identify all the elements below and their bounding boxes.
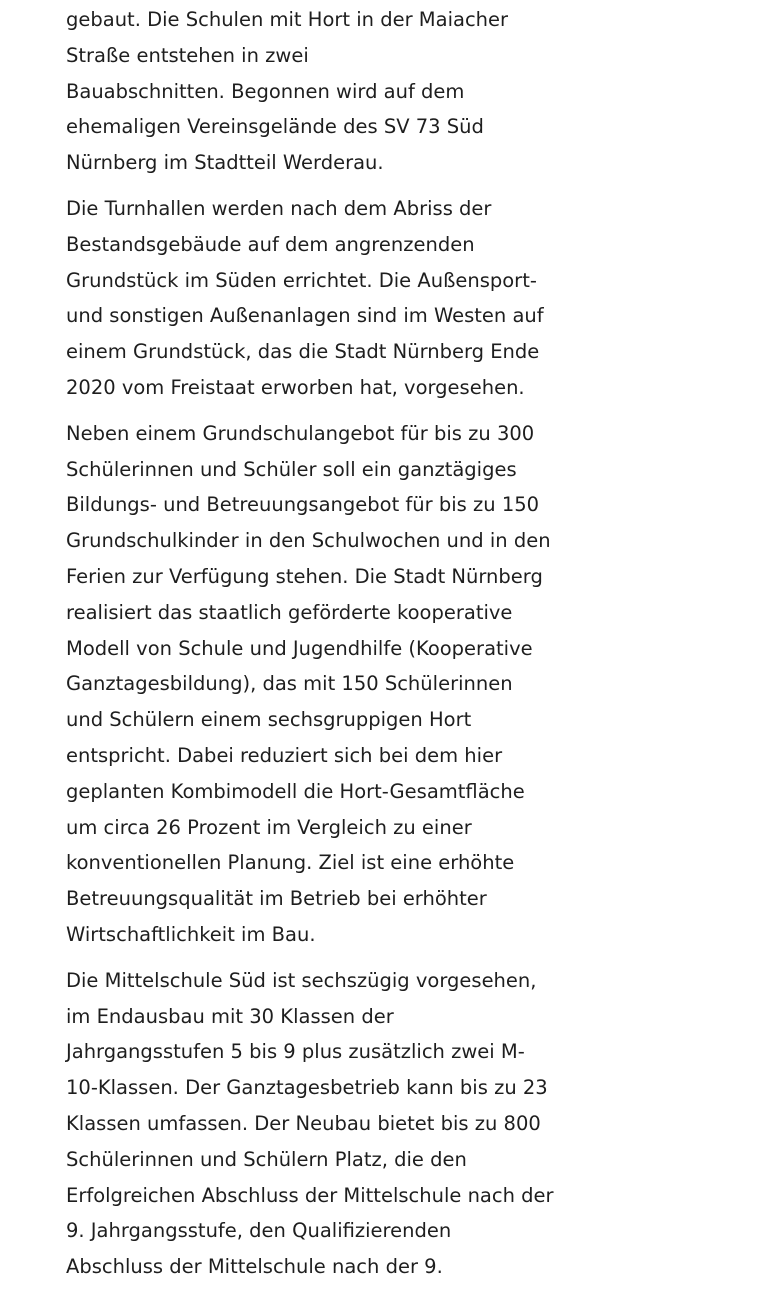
text-line: Die Mittelschule Süd ist sechszügig vorgesehen, — [66, 968, 537, 992]
text-line: gebaut. Die Schulen mit Hort in der Maiacher — [66, 8, 509, 31]
article-body — [66, 2, 576, 1295]
text-line: Wirtschaftlichkeit im Bau. — [66, 922, 316, 946]
paragraph — [66, 191, 576, 406]
text-line: 2020 vom Freistaat erworben hat, vorgesehen. — [66, 375, 525, 399]
text-line: Ferien zur Verfügung stehen. Die Stadt Nürnberg — [66, 564, 543, 588]
text-line: Ganztagesbildung), das mit 150 Schülerinnen — [66, 672, 513, 696]
text-line: Nürnberg im Stadtteil Werderau. — [66, 151, 384, 175]
text-line: Jahrgangsstufen 5 bis 9 plus zusätzlich zwei M- — [66, 1040, 525, 1064]
text-line: Modell von Schule und Jugendhilfe (Kooperative — [66, 636, 533, 660]
text-line: um circa 26 Prozent im Vergleich zu einer — [66, 815, 472, 839]
text-line: Die Turnhallen werden nach dem Abriss der — [66, 196, 492, 220]
text-line: ehemaligen Vereinsgelände des SV 73 Süd — [66, 115, 484, 139]
text-line: 10-Klassen. Der Ganztagesbetrieb kann bis zu 23 — [66, 1076, 548, 1100]
text-line: geplanten Kombimodell die Hort-Gesamtfläche — [66, 779, 525, 803]
text-line: Schülerinnen und Schülern Platz, die den — [66, 1147, 467, 1171]
text-line: 9. Jahrgangsstufe, den Qualifizierenden — [66, 1219, 452, 1243]
text-line: Bildungs- und Betreuungsangebot für bis zu 150 — [66, 493, 540, 517]
paragraph — [66, 416, 576, 953]
text-line: und Schülern einem sechsgruppigen Hort — [66, 708, 472, 732]
text-line: Abschluss der Mittelschule nach der 9. — [66, 1255, 443, 1279]
text-line: Grundstück im Süden errichtet. Die Außensport- — [66, 268, 537, 292]
text-line: Bauabschnitten. Begonnen wird auf dem — [66, 79, 465, 103]
text-line: Schülerinnen und Schüler soll ein ganztägiges — [66, 457, 517, 481]
text-line: konventionellen Planung. Ziel ist eine erhöhte — [66, 851, 515, 875]
text-line: im Endausbau mit 30 Klassen der — [66, 1004, 394, 1028]
text-line: und sonstigen Außenanlagen sind im Westen auf — [66, 304, 544, 328]
text-line: Neben einem Grundschulangebot für bis zu 300 — [66, 421, 535, 445]
text-line: realisiert das staatlich geförderte kooperative — [66, 600, 513, 624]
text-line: Grundschulkinder in den Schulwochen und in den — [66, 529, 551, 553]
text-line: Bestandsgebäude auf dem angrenzenden — [66, 232, 475, 256]
text-line: einem Grundstück, das die Stadt Nürnberg Ende — [66, 340, 540, 364]
text-line: Betreuungsqualität im Betrieb bei erhöhter — [66, 887, 487, 911]
text-line: Erfolgreichen Abschluss der Mittelschule nach der — [66, 1183, 554, 1207]
text-line: entspricht. Dabei reduziert sich bei dem hier — [66, 743, 503, 767]
text-line: Klassen umfassen. Der Neubau bietet bis zu 800 — [66, 1111, 541, 1135]
paragraph — [66, 2, 576, 181]
text-line: Straße entstehen in zwei — [66, 43, 309, 67]
paragraph — [66, 963, 576, 1285]
